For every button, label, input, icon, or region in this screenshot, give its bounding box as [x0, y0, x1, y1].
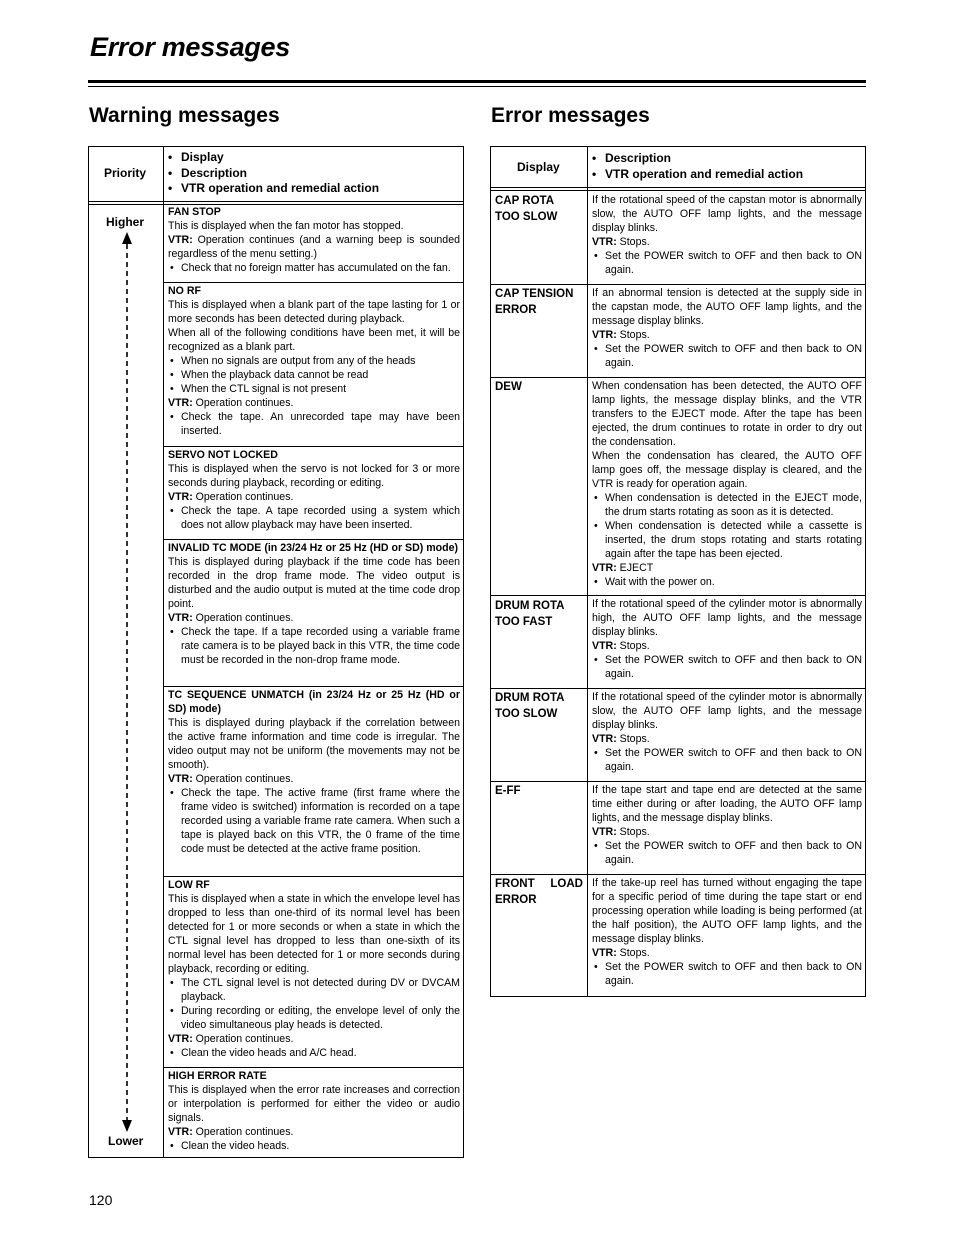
error-display-e-ff: E-FF	[495, 785, 521, 797]
error-entry-dew: When condensation has been detected, the AUTO OFF lamp lights, the message display blinks, and the VTR transfers to the EJECT mode. After the tape has been ejected, the drum continues to rotate in order to dry out the condensation. When the condensation has cleared, the AUTO OFF lamp goes off, the message display is cleared, and the VTR is ready for operation again. • When condensation is detected in the EJECT mode, the drum starts rotating as soon as it is detected. • When condensation is detected while a cassette is inserted, the drum stops rotating and starts rotating again after the tape has been ejected. VTR: EJECT • Wait with the power on.	[592, 379, 862, 589]
priority-column-header: Priority	[104, 166, 147, 180]
error-display-cap-rota-too-slow: CAP ROTA TOO SLOW	[495, 195, 558, 223]
error-column-header: • Description • VTR operation and remedial action	[592, 151, 803, 182]
error-entry-e-ff: If the tape start and tape end are detected at the same time either during or after loading, the AUTO OFF lamp lights, and the message display blinks. VTR: Stops. • Set the POWER switch to OFF and then back to ON again.	[592, 783, 862, 867]
title-rule	[88, 80, 866, 83]
page-title: Error messages	[90, 32, 290, 62]
error-entry-drum-rota-too-slow: If the rotational speed of the cylinder motor is abnormally slow, the AUTO OFF lamp lights, and the message display blinks. VTR: Stops. • Set the POWER switch to OFF and then back to ON again.	[592, 690, 862, 774]
error-display-drum-rota-too-fast: DRUM ROTA TOO FAST	[495, 600, 565, 628]
warning-entry-low-rf: LOW RF This is displayed when a state in which the envelope level has dropped to less than one-third of its normal level has been detected for 1 or more seconds or when a state in which the CTL signal level has dropped to less than one-sixth of its normal level has been detected for 1 or more seconds during playback, recording or editing. • The CTL signal level is not detected during DV or DVCAM playback. • During recording or editing, the envelope level of only the video simultaneous play heads is detected. VTR: Operation continues. • Clean the video heads and A/C head.	[168, 878, 460, 1060]
error-display-drum-rota-too-slow: DRUM ROTA TOO SLOW	[495, 692, 565, 720]
error-display-dew: DEW	[495, 381, 522, 393]
warning-entry-high-error-rate: HIGH ERROR RATE This is displayed when the error rate increases and correction or interpolation is performed for either the video or audio signals. VTR: Operation continues. • Clean the video heads.	[168, 1069, 460, 1153]
page-number: 120	[89, 1192, 113, 1208]
error-entry-front-load-error: If the take-up reel has turned without engaging the tape for a specific period of time during the tape start or end processing operation while loading is being performed (at the half position), the AUTO OFF lamp lights, and the message display blinks. VTR: Stops. • Set the POWER switch to OFF and then back to ON again.	[592, 876, 862, 988]
error-entry-cap-tension-error: If an abnormal tension is detected at the supply side in the capstan mode, the AUTO OFF lamp lights, and the message display blinks. VTR: Stops. • Set the POWER switch to OFF and then back to ON again.	[592, 286, 862, 370]
title-rule-thin	[88, 86, 866, 87]
warning-entry-servo-not-locked: SERVO NOT LOCKED This is displayed when the servo is not locked for 3 or more seconds during playback, recording or editing. VTR: Operation continues. • Check the tape. A tape recorded using a system which does not allow playback may have been inserted.	[168, 448, 460, 532]
warning-entry-no-rf: NO RF This is displayed when a blank part of the tape lasting for 1 or more seconds has been detected during playback. When all of the following conditions have been met, it will be recognized as a blank part. • When no signals are output from any of the heads • When the playback data cannot be read • When the CTL signal is not present VTR: Operation continues. • Check the tape. An unrecorded tape may have been inserted.	[168, 284, 460, 438]
warning-entry-tc-sequence-unmatch: TC SEQUENCE UNMATCH (in 23/24 Hz or 25 Hz (HD or SD) mode) This is displayed during playback if the correlation between the active frame information and time code is irregular. The video output may not be uniform (the movements may not be smooth). VTR: Operation continues. • Check the tape. The active frame (first frame where the frame video is switched) information is recorded on a tape recorded using a variable frame rate camera. When such a tape is played back on this VTR, the 0 frame of the time code must be detected at the active frame position.	[168, 688, 460, 856]
priority-higher-label: Higher	[106, 215, 145, 229]
display-column-header: Display	[517, 160, 560, 174]
priority-arrow-icon	[120, 232, 134, 1132]
warning-entry-fan-stop: FAN STOP This is displayed when the fan motor has stopped. VTR: Operation continues (and a warning beep is sounded regardless of the menu setting.) • Check that no foreign matter has accumulated on the fan.	[168, 205, 460, 275]
warning-heading: Warning messages	[89, 104, 280, 127]
warning-column-header: • Display • Description • VTR operation and remedial action	[168, 150, 379, 197]
warning-entry-invalid-tc-mode: INVALID TC MODE (in 23/24 Hz or 25 Hz (HD or SD) mode) This is displayed during playback if the time code has been recorded in the drop frame mode. The video output is disturbed and the audio output is muted at the time code drop point. VTR: Operation continues. • Check the tape. If a tape recorded using a variable frame rate camera is to be played back in this VTR, the time code must be recorded in the non-drop frame mode.	[168, 541, 460, 667]
error-display-cap-tension-error: CAP TENSION ERROR	[495, 288, 574, 316]
error-heading: Error messages	[491, 104, 650, 127]
error-display-front-load-error: FRONT LOAD ERROR	[495, 878, 583, 906]
error-entry-cap-rota-too-slow: If the rotational speed of the capstan motor is abnormally slow, the AUTO OFF lamp lights, and the message display blinks. VTR: Stops. • Set the POWER switch to OFF and then back to ON again.	[592, 193, 862, 277]
priority-lower-label: Lower	[108, 1134, 144, 1148]
error-entry-drum-rota-too-fast: If the rotational speed of the cylinder motor is abnormally high, the AUTO OFF lamp lights, and the message display blinks. VTR: Stops. • Set the POWER switch to OFF and then back to ON again.	[592, 597, 862, 681]
